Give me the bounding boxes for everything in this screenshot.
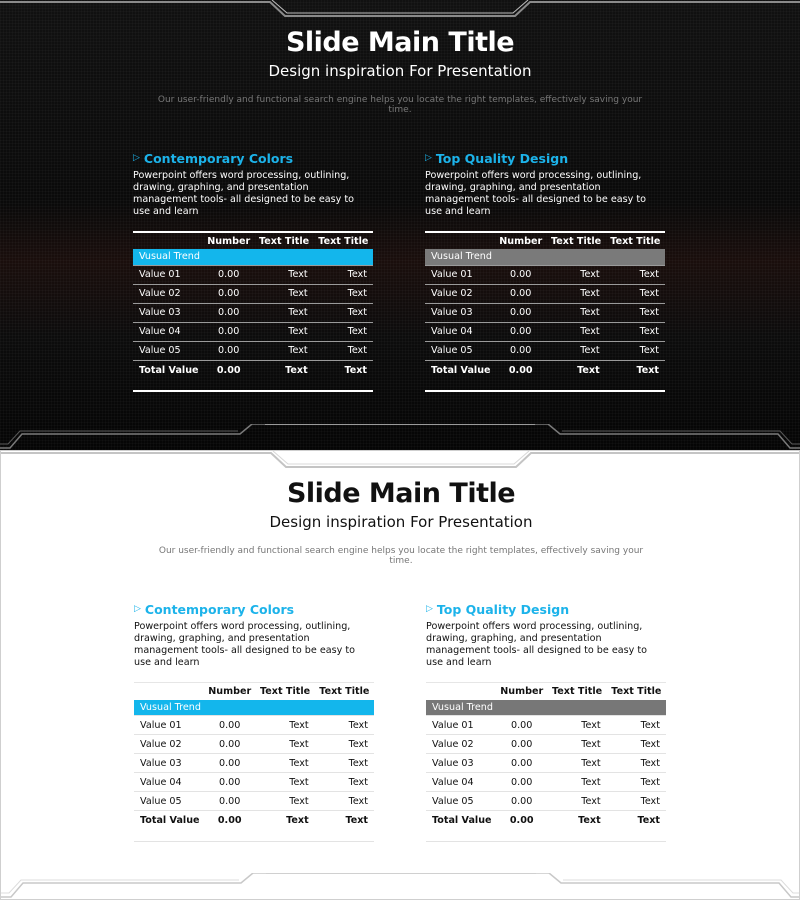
- data-table: [425, 231, 665, 392]
- table-row: [426, 754, 666, 773]
- table-row: [133, 322, 373, 341]
- slide-description: Our user-friendly and functional search engine helps you locate the right templates, effectively saving your time.: [157, 95, 643, 115]
- slide-description: Our user-friendly and functional search engine helps you locate the right templates, effectively saving your time.: [158, 546, 644, 566]
- table-header-cell: Number: [207, 235, 251, 247]
- column-heading: [426, 601, 666, 617]
- slide-subtitle: Design inspiration For Presentation: [269, 513, 533, 531]
- table-row: [133, 265, 373, 284]
- frame-top-decoration: [1, 451, 800, 473]
- table-header-cell: Text Title: [552, 685, 603, 697]
- table-band-row: [426, 700, 666, 716]
- slide-title: Slide Main Title: [286, 478, 516, 509]
- total-number: 0.00: [216, 364, 241, 376]
- band-label: Vusual Trend: [134, 700, 374, 716]
- row-text: Text: [639, 288, 659, 299]
- table-header-cell: [134, 683, 204, 700]
- table-row: [133, 303, 373, 322]
- row-text: Text: [580, 307, 600, 318]
- total-text: Text: [577, 364, 600, 376]
- total-text: Text: [345, 815, 368, 826]
- table-row: [425, 341, 665, 360]
- column-body-text: Powerpoint offers word processing, outlining, drawing, graphing, and presentation management tools- all designed to be easy to use and learn: [425, 170, 646, 217]
- row-label: Value 04: [431, 326, 473, 337]
- band-label: Vusual Trend: [133, 249, 373, 265]
- table-band-row: [134, 700, 374, 716]
- table-row: [426, 735, 666, 754]
- data-table: [134, 682, 374, 842]
- row-text: Text: [580, 288, 600, 299]
- row-number: 0.00: [219, 757, 241, 769]
- row-text: Text: [288, 269, 308, 280]
- row-text: Text: [347, 345, 367, 356]
- row-number: 0.00: [218, 269, 240, 280]
- table-row: [134, 773, 374, 792]
- row-text: Text: [348, 757, 368, 769]
- triangle-right-outline-icon: ▷: [426, 603, 433, 614]
- row-text: Text: [347, 326, 367, 337]
- row-number: 0.00: [219, 776, 241, 788]
- total-number: 0.00: [217, 815, 242, 826]
- table-header-row: [426, 683, 666, 700]
- column-body-text: Powerpoint offers word processing, outlining, drawing, graphing, and presentation management tools- all designed to be easy to use and learn: [134, 621, 355, 668]
- total-text: Text: [344, 364, 367, 376]
- column-body-text: Powerpoint offers word processing, outlining, drawing, graphing, and presentation management tools- all designed to be easy to use and learn: [426, 621, 647, 668]
- row-number: 0.00: [510, 288, 532, 299]
- total-label: Total Value: [431, 364, 491, 376]
- table-row: [425, 303, 665, 322]
- row-number: 0.00: [218, 326, 240, 337]
- row-text: Text: [288, 288, 308, 299]
- row-label: Value 05: [431, 345, 473, 356]
- table-row: [426, 773, 666, 792]
- row-text: Text: [348, 719, 368, 731]
- column-heading-text: Contemporary Colors: [144, 601, 295, 617]
- column-heading: [133, 150, 373, 166]
- total-number: 0.00: [508, 364, 533, 376]
- column-right: [426, 601, 666, 826]
- row-text: Text: [347, 288, 367, 299]
- column-heading-text: Contemporary Colors: [143, 150, 294, 166]
- row-text: Text: [639, 307, 659, 318]
- total-text: Text: [636, 364, 659, 376]
- row-label: Value 05: [139, 345, 181, 356]
- triangle-right-outline-icon: ▷: [425, 152, 432, 163]
- frame-bottom-decoration: [0, 424, 800, 450]
- band-label: Vusual Trend: [426, 700, 666, 716]
- row-text: Text: [581, 776, 601, 788]
- row-label: Value 01: [432, 719, 474, 731]
- row-label: Value 04: [140, 776, 182, 788]
- row-number: 0.00: [218, 307, 240, 318]
- row-text: Text: [288, 307, 308, 318]
- table-header-cell: [425, 232, 495, 249]
- row-label: Value 05: [432, 795, 474, 807]
- slide-subtitle: Design inspiration For Presentation: [268, 62, 532, 80]
- row-text: Text: [348, 738, 368, 750]
- table-header-cell: Text Title: [319, 685, 370, 697]
- total-text: Text: [637, 815, 660, 826]
- row-text: Text: [580, 326, 600, 337]
- row-text: Text: [288, 345, 308, 356]
- table-row: [134, 792, 374, 811]
- row-number: 0.00: [218, 288, 240, 299]
- total-label: Total Value: [140, 815, 200, 826]
- table-header-row: [134, 683, 374, 700]
- table-band-row: [425, 249, 665, 265]
- row-number: 0.00: [511, 719, 533, 731]
- row-text: Text: [289, 795, 309, 807]
- table-header-row: [133, 232, 373, 249]
- row-number: 0.00: [510, 307, 532, 318]
- table-row: [134, 735, 374, 754]
- row-text: Text: [347, 307, 367, 318]
- row-text: Text: [640, 738, 660, 750]
- table-row: [425, 284, 665, 303]
- column-left: [133, 150, 373, 376]
- row-text: Text: [581, 757, 601, 769]
- table-row: [134, 716, 374, 735]
- row-label: Value 02: [431, 288, 473, 299]
- row-text: Text: [347, 269, 367, 280]
- column-heading: [134, 601, 374, 617]
- row-text: Text: [581, 795, 601, 807]
- triangle-right-outline-icon: ▷: [134, 603, 141, 614]
- row-number: 0.00: [218, 345, 240, 356]
- table-header-row: [425, 232, 665, 249]
- table-total-row: [426, 811, 666, 842]
- table-header-cell: [426, 683, 496, 700]
- row-label: Value 04: [432, 776, 474, 788]
- row-label: Value 03: [431, 307, 473, 318]
- data-table: [426, 682, 666, 842]
- table-header-cell: Text Title: [260, 685, 311, 697]
- row-text: Text: [640, 795, 660, 807]
- row-label: Value 04: [139, 326, 181, 337]
- row-number: 0.00: [511, 738, 533, 750]
- row-text: Text: [640, 776, 660, 788]
- table-row: [134, 754, 374, 773]
- band-label: Vusual Trend: [425, 249, 665, 265]
- row-text: Text: [639, 326, 659, 337]
- total-text: Text: [285, 364, 308, 376]
- column-left: [134, 601, 374, 826]
- table-row: [426, 792, 666, 811]
- table-row: [425, 265, 665, 284]
- row-text: Text: [289, 719, 309, 731]
- row-number: 0.00: [511, 795, 533, 807]
- table-row: [426, 716, 666, 735]
- column-heading-text: Top Quality Design: [435, 150, 569, 166]
- table-row: [133, 284, 373, 303]
- table-row: [133, 341, 373, 360]
- row-label: Value 03: [140, 757, 182, 769]
- total-label: Total Value: [432, 815, 492, 826]
- table-header-cell: Text Title: [551, 235, 602, 247]
- table-header-cell: Number: [500, 685, 544, 697]
- table-header-cell: Text Title: [318, 235, 369, 247]
- row-label: Value 02: [139, 288, 181, 299]
- triangle-right-outline-icon: ▷: [133, 152, 140, 163]
- table-header-cell: [133, 232, 203, 249]
- row-number: 0.00: [511, 757, 533, 769]
- column-heading: [425, 150, 665, 166]
- column-heading-text: Top Quality Design: [436, 601, 570, 617]
- row-text: Text: [640, 757, 660, 769]
- row-text: Text: [289, 757, 309, 769]
- slide-title: Slide Main Title: [285, 27, 515, 58]
- table-row: [425, 322, 665, 341]
- column-body-text: Powerpoint offers word processing, outlining, drawing, graphing, and presentation management tools- all designed to be easy to use and learn: [133, 170, 354, 217]
- row-text: Text: [580, 345, 600, 356]
- table-header-cell: Number: [208, 685, 252, 697]
- row-text: Text: [288, 326, 308, 337]
- row-label: Value 01: [140, 719, 182, 731]
- row-text: Text: [639, 345, 659, 356]
- row-number: 0.00: [219, 795, 241, 807]
- row-number: 0.00: [510, 269, 532, 280]
- table-header-cell: Text Title: [610, 235, 661, 247]
- row-text: Text: [581, 719, 601, 731]
- slide-light: [0, 450, 800, 900]
- column-right: [425, 150, 665, 376]
- table-header-cell: Text Title: [611, 685, 662, 697]
- row-label: Value 03: [432, 757, 474, 769]
- total-text: Text: [286, 815, 309, 826]
- table-band-row: [133, 249, 373, 265]
- row-text: Text: [580, 269, 600, 280]
- row-number: 0.00: [219, 719, 241, 731]
- row-label: Value 01: [431, 269, 473, 280]
- row-text: Text: [289, 776, 309, 788]
- table-header-cell: Text Title: [259, 235, 310, 247]
- row-label: Value 02: [140, 738, 182, 750]
- row-label: Value 03: [139, 307, 181, 318]
- row-text: Text: [640, 719, 660, 731]
- row-text: Text: [289, 738, 309, 750]
- row-number: 0.00: [219, 738, 241, 750]
- table-total-row: [134, 811, 374, 842]
- frame-bottom-decoration: [1, 873, 800, 899]
- row-number: 0.00: [510, 326, 532, 337]
- table-total-row: [133, 360, 373, 391]
- table-header-cell: Number: [499, 235, 543, 247]
- row-text: Text: [581, 738, 601, 750]
- table-total-row: [425, 360, 665, 391]
- row-text: Text: [348, 795, 368, 807]
- row-number: 0.00: [511, 776, 533, 788]
- total-number: 0.00: [509, 815, 534, 826]
- data-table: [133, 231, 373, 392]
- row-text: Text: [639, 269, 659, 280]
- frame-top-decoration: [0, 0, 800, 22]
- row-label: Value 05: [140, 795, 182, 807]
- row-label: Value 02: [432, 738, 474, 750]
- total-label: Total Value: [139, 364, 199, 376]
- total-text: Text: [578, 815, 601, 826]
- row-text: Text: [348, 776, 368, 788]
- row-label: Value 01: [139, 269, 181, 280]
- row-number: 0.00: [510, 345, 532, 356]
